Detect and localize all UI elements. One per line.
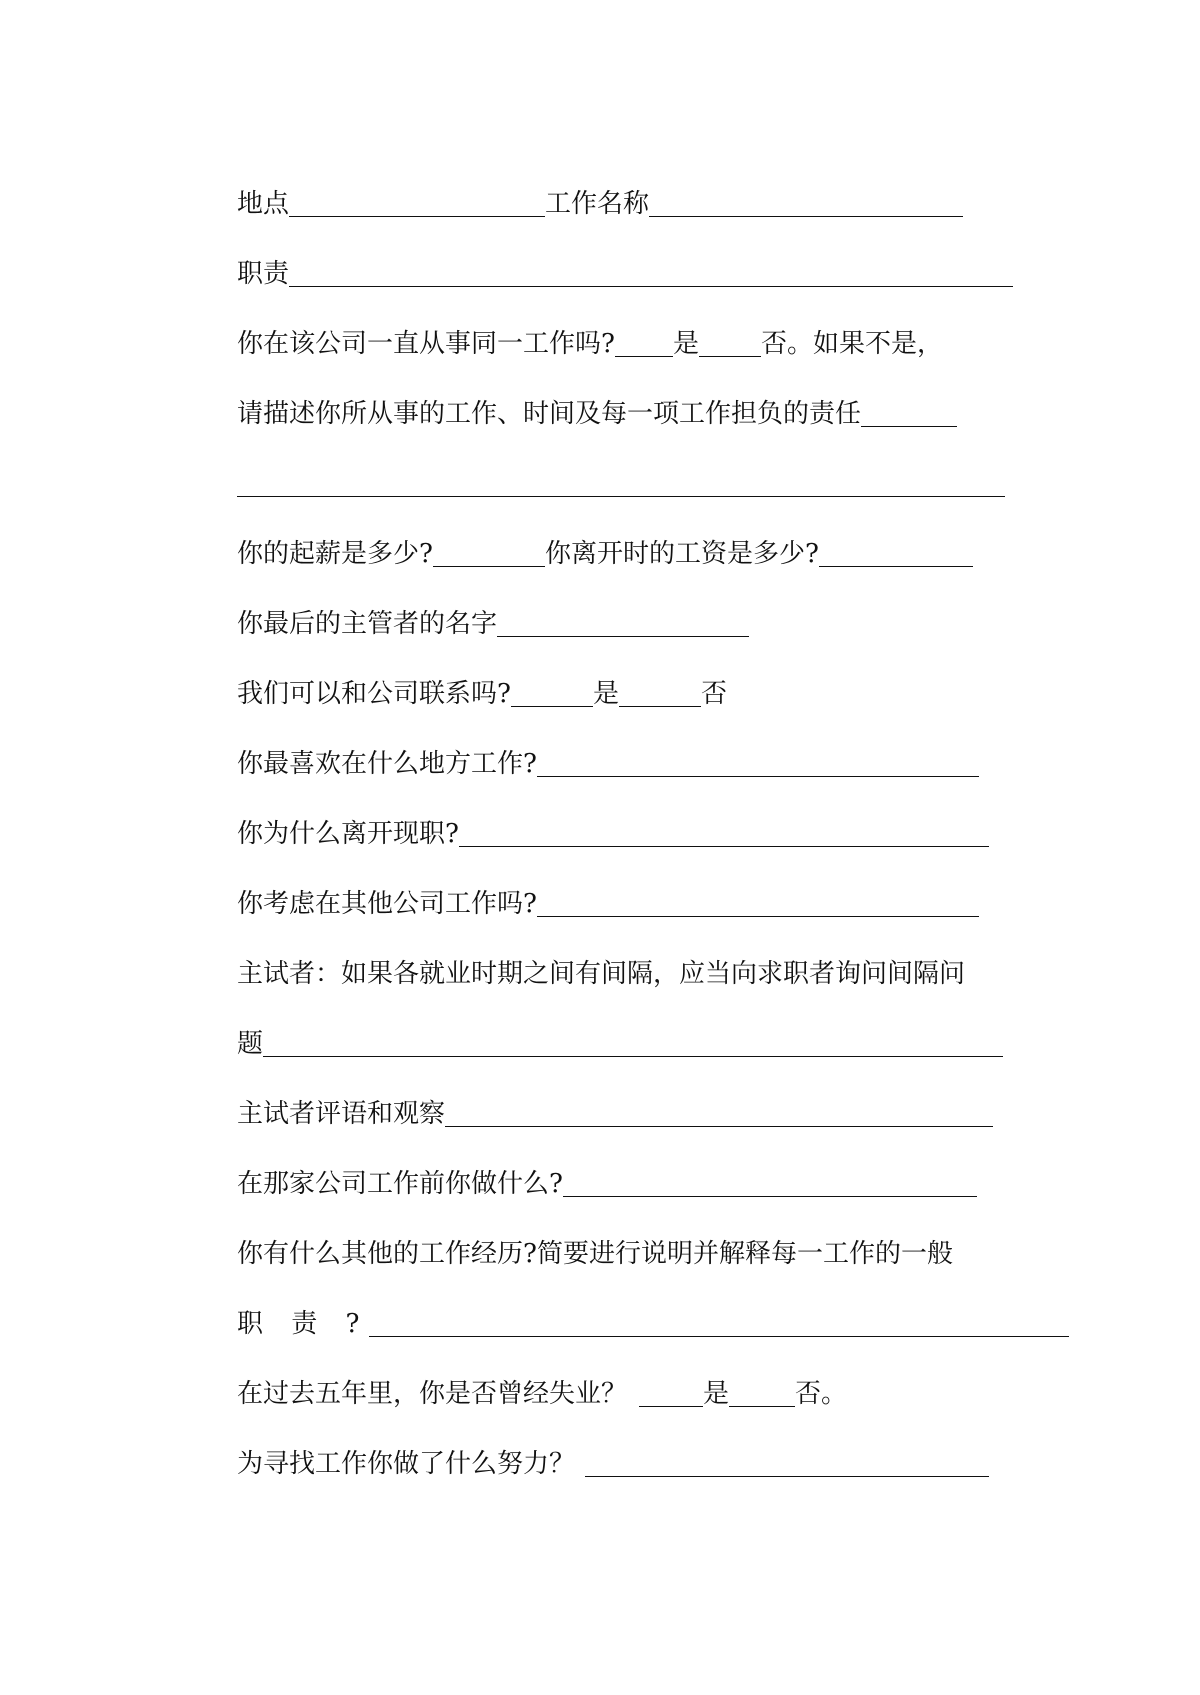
label-before-company: 在那家公司工作前你做什么? [237, 1169, 563, 1199]
job-search-effort-blank[interactable] [585, 1450, 989, 1477]
job-title-blank[interactable] [649, 190, 963, 217]
label-unemployed-yes: 是 [703, 1379, 730, 1409]
line-salary [237, 536, 973, 570]
reason-leaving-blank[interactable] [459, 820, 989, 847]
line-other-companies [237, 886, 979, 920]
line-same-job [237, 326, 943, 360]
label-final-salary: 你离开时的工资是多少? [544, 539, 819, 569]
starting-salary-blank[interactable] [433, 540, 545, 567]
label-location: 地点 [237, 189, 290, 219]
label-other-experience: 你有什么其他的工作经历?简要进行说明并解释每一工作的一般 [237, 1239, 953, 1269]
line-interviewer-note [237, 956, 965, 990]
label-interviewer-comments: 主试者评语和观察 [237, 1099, 446, 1129]
line-unemployed [237, 1376, 847, 1410]
label-supervisor-name: 你最后的主管者的名字 [237, 609, 498, 639]
contact-no-blank[interactable] [619, 680, 701, 707]
describe-jobs-continued-blank[interactable] [237, 470, 1005, 497]
location-blank[interactable] [289, 190, 545, 217]
label-job-title: 工作名称 [545, 189, 650, 219]
same-job-yes-blank[interactable] [615, 330, 673, 357]
line-gap-question [237, 1026, 1003, 1060]
label-general-duties: 职 责 ? [237, 1309, 370, 1339]
interviewer-comments-blank[interactable] [445, 1100, 993, 1127]
line-before-company [237, 1166, 977, 1200]
line-other-experience [237, 1236, 953, 1270]
line-describe-jobs-continued [237, 466, 1005, 500]
line-contact-company [237, 676, 727, 710]
line-reason-leaving [237, 816, 989, 850]
line-location-job-title [237, 186, 963, 220]
label-favorite-place: 你最喜欢在什么地方工作? [237, 749, 537, 779]
label-reason-leaving: 你为什么离开现职? [237, 819, 459, 849]
duties-blank[interactable] [289, 260, 1013, 287]
unemployed-no-blank[interactable] [729, 1380, 795, 1407]
label-other-companies: 你考虑在其他公司工作吗? [237, 889, 537, 919]
favorite-place-blank[interactable] [537, 750, 979, 777]
label-unemployed-no: 否。 [795, 1379, 848, 1409]
label-job-search-effort: 为寻找工作你做了什么努力？ [237, 1449, 576, 1479]
label-contact-yes: 是 [592, 679, 619, 709]
label-yes: 是 [672, 329, 699, 359]
line-duties [237, 256, 1013, 290]
gap-question-blank[interactable] [263, 1030, 1003, 1057]
supervisor-name-blank[interactable] [497, 610, 749, 637]
line-general-duties [237, 1306, 1069, 1340]
other-companies-blank[interactable] [537, 890, 979, 917]
label-describe-jobs: 请描述你所从事的工作、时间及每一项工作担负的责任 [237, 399, 862, 429]
label-no-if-not: 否。如果不是， [760, 329, 943, 359]
label-same-job-question: 你在该公司一直从事同一工作吗? [237, 329, 615, 359]
line-describe-jobs [237, 396, 957, 430]
before-company-blank[interactable] [563, 1170, 977, 1197]
unemployed-yes-blank[interactable] [639, 1380, 703, 1407]
line-job-search [237, 1446, 989, 1480]
general-duties-blank[interactable] [369, 1310, 1069, 1337]
line-favorite-place [237, 746, 979, 780]
label-duties: 职责 [237, 259, 290, 289]
label-interviewer-gap-note: 主试者：如果各就业时期之间有间隔，应当向求职者询问间隔问 [237, 959, 966, 989]
describe-jobs-blank[interactable] [861, 400, 957, 427]
same-job-no-blank[interactable] [699, 330, 761, 357]
label-unemployed-question: 在过去五年里，你是否曾经失业？ [237, 1379, 628, 1409]
label-contact-no: 否 [700, 679, 727, 709]
label-starting-salary: 你的起薪是多少? [237, 539, 433, 569]
label-contact-company: 我们可以和公司联系吗? [237, 679, 511, 709]
label-gap-question: 题 [237, 1029, 264, 1059]
final-salary-blank[interactable] [819, 540, 973, 567]
line-interviewer-comments [237, 1096, 993, 1130]
contact-yes-blank[interactable] [511, 680, 593, 707]
line-supervisor [237, 606, 749, 640]
